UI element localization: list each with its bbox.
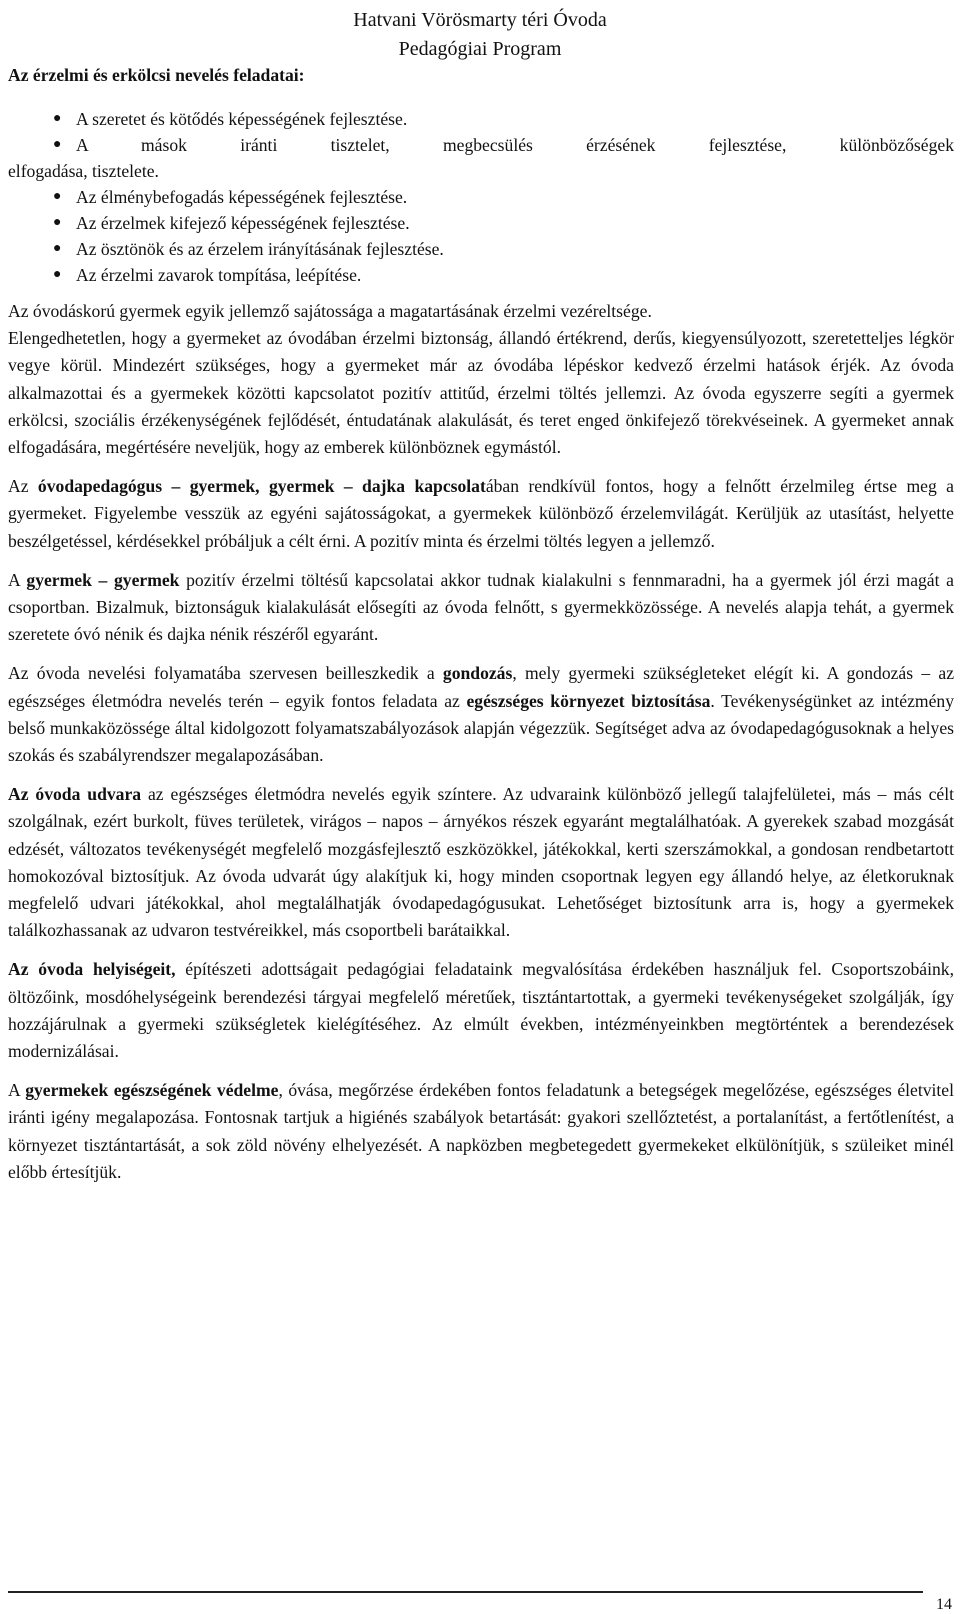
bullet-icon: ● [53,189,62,204]
list-item: ● Az ösztönök és az érzelem irányításának fejlesztése. [8,236,954,262]
bullet-icon: ● [53,137,62,152]
footer-divider [8,1591,923,1593]
list-item: ● Az élménybefogadás képességének fejlesztése. [8,184,954,210]
paragraph-emotional-security: Elengedhetetlen, hogy a gyermeket az óvodában érzelmi biztonság, állandó értékrend, derűs, kiegyensúlyozott, szeretetteljes légkör vegye körül. Mindezért szükséges, hogy a gyermeket már az óvodába lépéskor kedvező érzelmi hatások érjék. Az óvoda alkalmazottai és a gyermekek közötti kapcsolatot pozitív attitűd, érzelmi töltés jellemzi. Az óvoda egyszerre segíti a gyermek erkölcsi, szociális érzékenységének fejlődését, éntudatának alakulását, és teret enged önkifejező törekvéseinek. A gyermeket annak elfogadására, megértésére neveljük, hogy az emberek különböznek egymástól. [8,328,954,458]
document-header [320,6,640,64]
list-item: ● Az érzelmek kifejező képességének fejlesztése. [8,210,954,236]
bullet-icon: ● [53,267,62,282]
header-institution: Hatvani Vörösmarty téri Óvoda [353,9,607,31]
bullet-icon: ● [53,241,62,256]
section-title: Az érzelmi és erkölcsi nevelés feladatai: [8,65,305,85]
paragraph-teacher-relationship: Az óvodapedagógus – gyermek, gyermek – dajka kapcsolatában rendkívül fontos, hogy a felnőtt érzelmileg értse meg a gyermeket. Figyelembe vesszük az egyéni sajátosságokat, a gyermekek különböző érzelemvilágát. Kerüljük az utasítást, helyette beszélgetéssel, kérdésekkel próbáljuk a célt érni. A pozitív minta és érzelmi töltés legyen a jellemző. [8,476,954,551]
bullet-icon: ● [53,111,62,126]
task-list [8,106,954,288]
page-number: 14 [936,1596,952,1613]
header-program: Pedagógiai Program [398,38,562,60]
paragraph-yard: Az óvoda udvara az egészséges életmódra nevelés egyik színtere. Az udvaraink különböző jellegű talajfelületei, más – más célt szolgálnak, ezért burkolt, füves területek, virágos – napos – árnyékos részek egyaránt megtalálhatóak. A gyerekek szabad mozgását edzését, változatos tevékenységét megfelelő mozgásfejlesztő eszközökkel, játékokkal, kerti szerszámokkal, a gondosan rendbetartott homokozóval biztosítjuk. Az óvoda udvarát úgy alakítjuk ki, hogy minden csoportnak legyen egy állandó helye, az életkoruknak megfelelő udvari játékokkal, ahol megtalálhatják óvodapedagógusukat. Lehetőséget biztosítunk arra is, hogy a gyermekek találkozhassanak az udvaron testvéreikkel, más csoportbeli barátaikkal. [8,784,954,941]
paragraph-health: A gyermekek egészségének védelme, óvása, megőrzése érdekében fontos feladatunk a betegségek megelőzése, egészséges életvitel iránti igény megalapozása. Fontosnak tartjuk a higiénés szabályok betartását: gyakori szellőztetést, a portalanítást, a fertőtlenítést, a környezet tisztántartását, a sok zöld növény elhelyezését. A napközben megbetegedett gyermekeket elkülönítjük, s szüleiket minél előbb értesítjük. [8,1080,954,1182]
page-body [8,64,954,1198]
bullet-icon: ● [53,215,62,230]
paragraph-child-relationship: A gyermek – gyermek pozitív érzelmi töltésű kapcsolatai akkor tudnak kialakulni s fennmaradni, ha a gyermek jól érzi magát a csoportban. Bizalmuk, biztonságuk kialakulását elősegíti az óvoda felnőtt, s gyermekközössége. A nevelés alapja tehát, a gyermek szeretete óvó nénik és dajka nénik részéről egyaránt. [8,569,954,645]
paragraph-intro: Az óvodáskorú gyermek egyik jellemző sajátossága a magatartásának érzelmi vezéreltsége. [8,301,652,321]
list-item: ● A mások iránti tisztelet, megbecsülés érzésének fejlesztése, különbözőségek elfogadása, tisztelete. [8,132,954,184]
paragraph-care: Az óvoda nevelési folyamatába szervesen beilleszkedik a gondozás, mely gyermeki szükségleteket elégít ki. A gondozás – az egészséges életmódra nevelés terén – egyik fontos feladata az egészséges környezet biztosítása. Tevékenységünket az intézmény belső munkaközössége által kidolgozott folyamatszabályozások alapján végezzük. Segítséget adva az óvodapedagógusoknak a helyes szokás és szabályrendszer megalapozásában. [8,663,955,766]
list-item: ● Az érzelmi zavarok tompítása, leépítése. [8,262,954,288]
list-item: ● A szeretet és kötődés képességének fejlesztése. [8,106,954,132]
paragraph-rooms: Az óvoda helyiségeit, építészeti adottságait pedagógiai feladataink megvalósítása érdekében használjuk fel. Csoportszobáink, öltözőink, mosdóhelységeink berendezési tárgyai megfelelő méretűek, tisztántartottak, a gyermeki tevékenységeket szolgálják, így hozzájárulnak a gyermeki szükségletek kielégítéséhez. Az elmúlt években, intézményeinkben megtörténtek a berendezések modernizálásai. [8,959,955,1062]
